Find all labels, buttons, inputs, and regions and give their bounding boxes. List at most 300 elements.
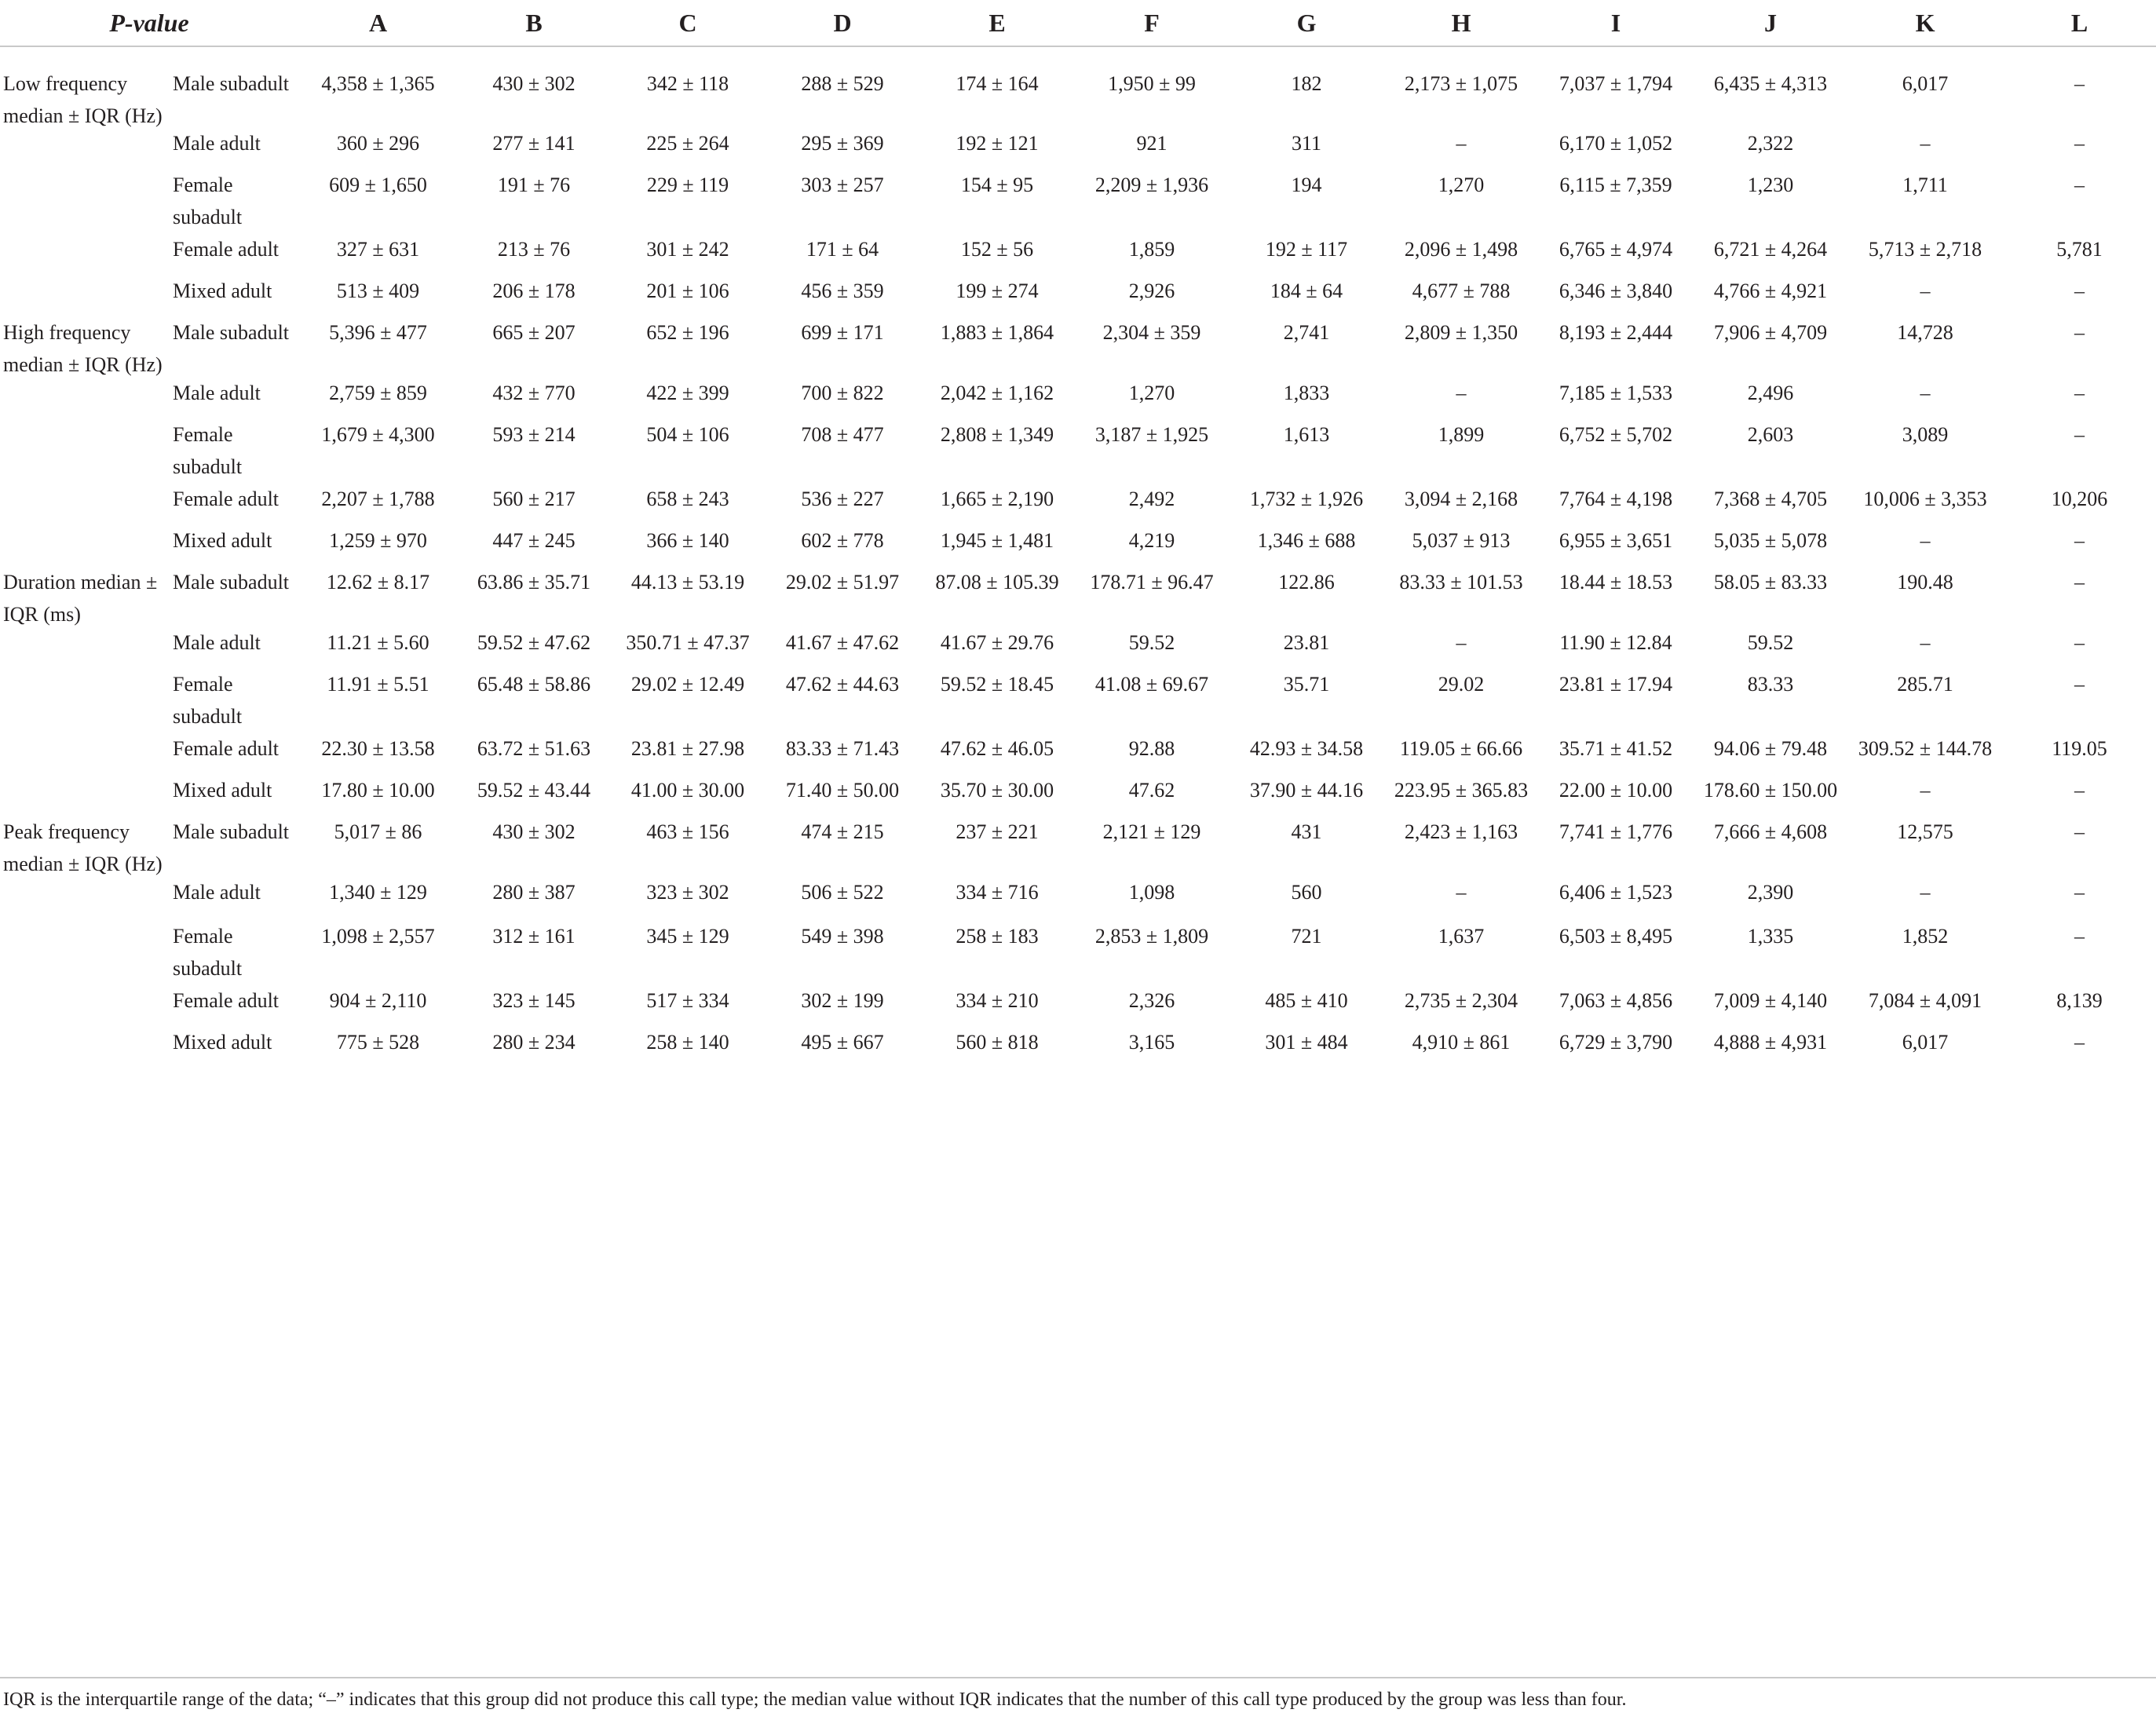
value-cell: 1,950 ± 99 <box>1108 72 1196 95</box>
value-cell: – <box>2074 423 2085 446</box>
value-cell: 87.08 ± 105.39 <box>935 571 1059 594</box>
group-label: Male subadult <box>173 321 290 344</box>
value-cell: 302 ± 199 <box>801 989 884 1012</box>
value-cell: – <box>2074 279 2085 302</box>
group-label: Mixed adult <box>173 1031 272 1054</box>
value-cell: 63.86 ± 35.71 <box>477 571 591 594</box>
value-cell: 58.05 ± 83.33 <box>1713 571 1828 594</box>
column-header: A <box>298 0 458 46</box>
value-cell: 5,035 ± 5,078 <box>1713 529 1828 552</box>
table-row <box>0 233 2156 275</box>
value-cell: 904 ± 2,110 <box>329 989 427 1012</box>
value-cell: – <box>1456 382 1467 404</box>
value-cell: 22.00 ± 10.00 <box>1559 779 1673 802</box>
column-header: E <box>919 0 1075 46</box>
table-row <box>0 732 2156 774</box>
column-header: H <box>1384 0 1538 46</box>
value-cell: 199 ± 274 <box>956 279 1039 302</box>
group-label: Male adult <box>173 631 261 654</box>
value-cell: 658 ± 243 <box>646 488 729 510</box>
value-cell: 2,042 ± 1,162 <box>940 382 1054 404</box>
value-cell: 2,603 <box>1747 423 1794 446</box>
value-cell: 6,017 <box>1902 1031 1949 1054</box>
value-cell: 1,859 <box>1128 238 1175 261</box>
value-cell: 3,094 ± 2,168 <box>1404 488 1518 510</box>
value-cell: 59.52 ± 47.62 <box>477 631 591 654</box>
column-header: G <box>1229 0 1384 46</box>
value-cell: 6,729 ± 3,790 <box>1559 1031 1673 1054</box>
value-cell: 178.60 ± 150.00 <box>1703 779 1838 802</box>
value-cell: 83.33 ± 71.43 <box>785 737 900 760</box>
column-header: B <box>458 0 610 46</box>
value-cell: 5,396 ± 477 <box>329 321 427 344</box>
value-cell: 560 ± 818 <box>956 1031 1039 1054</box>
value-cell: 430 ± 302 <box>492 72 576 95</box>
value-cell: 474 ± 215 <box>801 820 884 843</box>
value-cell: 6,435 ± 4,313 <box>1713 72 1828 95</box>
table-footnote: IQR is the interquartile range of the data; “–” indicates that this group did not produce this call type; the median value without IQR indicates that the number of this call type produced by the group was less than four. <box>0 1677 2156 1711</box>
value-cell: 23.81 <box>1283 631 1330 654</box>
value-cell: 83.33 <box>1747 673 1794 696</box>
value-cell: 4,358 ± 1,365 <box>321 72 435 95</box>
value-cell: 7,009 ± 4,140 <box>1713 989 1828 1012</box>
value-cell: 4,219 <box>1128 529 1175 552</box>
value-cell: 22.30 ± 13.58 <box>321 737 435 760</box>
group-label: Male adult <box>173 132 261 155</box>
value-cell: 1,270 <box>1128 382 1175 404</box>
value-cell: 3,089 <box>1902 423 1949 446</box>
value-cell: 311 <box>1291 132 1322 155</box>
value-cell: 7,084 ± 4,091 <box>1868 989 1982 1012</box>
value-cell: 1,852 <box>1902 925 1949 948</box>
value-cell: 295 ± 369 <box>801 132 884 155</box>
value-cell: 6,406 ± 1,523 <box>1559 881 1673 904</box>
value-cell: 1,665 ± 2,190 <box>940 488 1054 510</box>
value-cell: 609 ± 1,650 <box>329 173 427 196</box>
value-cell: 213 ± 76 <box>497 238 571 261</box>
value-cell: 5,017 ± 86 <box>334 820 422 843</box>
column-header: C <box>610 0 766 46</box>
value-cell: 3,187 ± 1,925 <box>1094 423 1209 446</box>
value-cell: 5,713 ± 2,718 <box>1868 238 1982 261</box>
table-row <box>0 876 2156 920</box>
value-cell: 23.81 ± 17.94 <box>1559 673 1673 696</box>
value-cell: 1,613 <box>1283 423 1330 446</box>
value-cell: 258 ± 140 <box>646 1031 729 1054</box>
value-cell: 366 ± 140 <box>646 529 729 552</box>
value-cell: 92.88 <box>1128 737 1175 760</box>
value-cell: 4,766 ± 4,921 <box>1713 279 1828 302</box>
column-header: D <box>766 0 919 46</box>
value-cell: 94.06 ± 79.48 <box>1713 737 1828 760</box>
metric-label: Peak frequency median ± IQR (Hz) <box>3 820 163 875</box>
group-label: Female subadult <box>173 423 243 478</box>
value-cell: 65.48 ± 58.86 <box>477 673 591 696</box>
value-cell: 4,888 ± 4,931 <box>1713 1031 1828 1054</box>
value-cell: 29.02 ± 51.97 <box>785 571 900 594</box>
value-cell: 8,193 ± 2,444 <box>1559 321 1673 344</box>
value-cell: 301 ± 242 <box>646 238 729 261</box>
value-cell: – <box>1920 529 1931 552</box>
table-row <box>0 920 2156 984</box>
group-label: Female adult <box>173 989 280 1012</box>
value-cell: 59.52 <box>1128 631 1175 654</box>
value-cell: 432 ± 770 <box>492 382 576 404</box>
value-cell: 7,185 ± 1,533 <box>1559 382 1673 404</box>
table-row <box>0 169 2156 233</box>
value-cell: 277 ± 141 <box>492 132 576 155</box>
value-cell: – <box>1920 382 1931 404</box>
value-cell: 119.05 <box>2052 737 2107 760</box>
group-label: Mixed adult <box>173 779 272 802</box>
value-cell: 3,165 <box>1128 1031 1175 1054</box>
value-cell: 2,207 ± 1,788 <box>321 488 435 510</box>
value-cell: 456 ± 359 <box>801 279 884 302</box>
group-label: Mixed adult <box>173 529 272 552</box>
value-cell: 11.91 ± 5.51 <box>327 673 429 696</box>
value-cell: 35.71 <box>1283 673 1330 696</box>
column-header: K <box>1847 0 2003 46</box>
value-cell: 2,759 ± 859 <box>329 382 427 404</box>
value-cell: 4,910 ± 861 <box>1412 1031 1511 1054</box>
column-header: L <box>2003 0 2156 46</box>
header-row <box>0 0 2156 46</box>
value-cell: 47.62 <box>1128 779 1175 802</box>
value-cell: 323 ± 302 <box>646 881 729 904</box>
table-row <box>0 984 2156 1026</box>
value-cell: 1,259 ± 970 <box>329 529 427 552</box>
value-cell: 1,637 <box>1438 925 1485 948</box>
value-cell: 2,326 <box>1128 989 1175 1012</box>
value-cell: 6,170 ± 1,052 <box>1559 132 1673 155</box>
value-cell: 174 ± 164 <box>956 72 1039 95</box>
value-cell: 41.08 ± 69.67 <box>1094 673 1209 696</box>
table-row <box>0 626 2156 668</box>
value-cell: – <box>1456 631 1467 654</box>
value-cell: 652 ± 196 <box>646 321 729 344</box>
value-cell: 2,322 <box>1747 132 1794 155</box>
group-label: Female adult <box>173 737 280 760</box>
value-cell: 223.95 ± 365.83 <box>1394 779 1529 802</box>
value-cell: 192 ± 117 <box>1265 238 1348 261</box>
value-cell: 334 ± 210 <box>956 989 1039 1012</box>
value-cell: 10,206 <box>2051 488 2108 510</box>
value-cell: 7,741 ± 1,776 <box>1559 820 1673 843</box>
value-cell: 2,808 ± 1,349 <box>940 423 1054 446</box>
value-cell: 42.93 ± 34.58 <box>1249 737 1364 760</box>
value-cell: 7,906 ± 4,709 <box>1713 321 1828 344</box>
table-row <box>0 46 2156 127</box>
group-label: Male subadult <box>173 571 290 594</box>
value-cell: 303 ± 257 <box>801 173 884 196</box>
table-row <box>0 483 2156 524</box>
value-cell: – <box>1920 881 1931 904</box>
value-cell: – <box>1920 279 1931 302</box>
value-cell: 495 ± 667 <box>801 1031 884 1054</box>
value-cell: 350.71 ± 47.37 <box>626 631 750 654</box>
value-cell: 5,037 ± 913 <box>1412 529 1511 552</box>
value-cell: 485 ± 410 <box>1265 989 1348 1012</box>
value-cell: – <box>2074 1031 2085 1054</box>
value-cell: 1,335 <box>1747 925 1794 948</box>
table-row <box>0 774 2156 816</box>
value-cell: 285.71 <box>1897 673 1953 696</box>
value-cell: 1,679 ± 4,300 <box>321 423 435 446</box>
table-row <box>0 275 2156 316</box>
column-header: I <box>1538 0 1694 46</box>
value-cell: 59.52 <box>1747 631 1794 654</box>
value-cell: 7,666 ± 4,608 <box>1713 820 1828 843</box>
value-cell: 152 ± 56 <box>960 238 1034 261</box>
metric-label: Duration median ± IQR (ms) <box>3 571 158 626</box>
value-cell: 178.71 ± 96.47 <box>1090 571 1214 594</box>
value-cell: 721 <box>1291 925 1322 948</box>
p-value-header: P-value <box>0 0 298 46</box>
value-cell: 1,340 ± 129 <box>329 881 427 904</box>
value-cell: 47.62 ± 46.05 <box>940 737 1054 760</box>
value-cell: 431 <box>1291 820 1322 843</box>
value-cell: 360 ± 296 <box>336 132 420 155</box>
value-cell: 1,098 ± 2,557 <box>321 925 435 948</box>
table-header <box>0 0 2156 46</box>
value-cell: 1,945 ± 1,481 <box>940 529 1054 552</box>
value-cell: 6,503 ± 8,495 <box>1559 925 1673 948</box>
value-cell: 2,173 ± 1,075 <box>1404 72 1518 95</box>
value-cell: 6,017 <box>1902 72 1949 95</box>
value-cell: 18.44 ± 18.53 <box>1559 571 1673 594</box>
value-cell: 8,139 <box>2056 989 2103 1012</box>
metric-label: High frequency median ± IQR (Hz) <box>3 321 163 376</box>
value-cell: – <box>2074 72 2085 95</box>
value-cell: 7,368 ± 4,705 <box>1713 488 1828 510</box>
value-cell: 1,732 ± 1,926 <box>1249 488 1364 510</box>
value-cell: 2,390 <box>1747 881 1794 904</box>
value-cell: 4,677 ± 788 <box>1412 279 1511 302</box>
table-row <box>0 668 2156 732</box>
value-cell: 6,346 ± 3,840 <box>1559 279 1673 302</box>
value-cell: 517 ± 334 <box>646 989 729 1012</box>
value-cell: 6,721 ± 4,264 <box>1713 238 1828 261</box>
value-cell: 7,764 ± 4,198 <box>1559 488 1673 510</box>
value-cell: 184 ± 64 <box>1270 279 1343 302</box>
value-cell: 5,781 <box>2056 238 2103 261</box>
value-cell: – <box>1920 779 1931 802</box>
value-cell: 463 ± 156 <box>646 820 729 843</box>
value-cell: 1,098 <box>1128 881 1175 904</box>
value-cell: – <box>1456 132 1467 155</box>
group-label: Female adult <box>173 488 280 510</box>
value-cell: 447 ± 245 <box>492 529 576 552</box>
value-cell: 41.67 ± 29.76 <box>940 631 1054 654</box>
value-cell: 11.90 ± 12.84 <box>1559 631 1672 654</box>
value-cell: 2,304 ± 359 <box>1102 321 1201 344</box>
value-cell: 41.67 ± 47.62 <box>785 631 900 654</box>
value-cell: 201 ± 106 <box>646 279 729 302</box>
group-label: Female subadult <box>173 925 243 980</box>
group-label: Male adult <box>173 382 261 404</box>
value-cell: 154 ± 95 <box>960 173 1034 196</box>
table-row <box>0 1026 2156 1068</box>
value-cell: 29.02 ± 12.49 <box>630 673 745 696</box>
value-cell: 171 ± 64 <box>806 238 879 261</box>
value-cell: – <box>2074 132 2085 155</box>
table-row <box>0 524 2156 566</box>
value-cell: 2,423 ± 1,163 <box>1404 820 1518 843</box>
value-cell: 345 ± 129 <box>646 925 729 948</box>
table-row <box>0 127 2156 169</box>
value-cell: 6,955 ± 3,651 <box>1559 529 1673 552</box>
value-cell: – <box>1920 631 1931 654</box>
value-cell: 59.52 ± 43.44 <box>477 779 591 802</box>
value-cell: 7,037 ± 1,794 <box>1559 72 1673 95</box>
value-cell: 504 ± 106 <box>646 423 729 446</box>
value-cell: 2,209 ± 1,936 <box>1094 173 1209 196</box>
value-cell: 14,728 <box>1897 321 1953 344</box>
value-cell: 225 ± 264 <box>646 132 729 155</box>
value-cell: 602 ± 778 <box>801 529 884 552</box>
value-cell: 258 ± 183 <box>956 925 1039 948</box>
group-label: Female subadult <box>173 173 243 228</box>
value-cell: – <box>2074 673 2085 696</box>
group-label: Female adult <box>173 238 280 261</box>
value-cell: – <box>1456 881 1467 904</box>
value-cell: 2,809 ± 1,350 <box>1404 321 1518 344</box>
value-cell: 593 ± 214 <box>492 423 576 446</box>
value-cell: – <box>2074 529 2085 552</box>
value-cell: 17.80 ± 10.00 <box>321 779 435 802</box>
value-cell: 12,575 <box>1897 820 1953 843</box>
value-cell: – <box>2074 173 2085 196</box>
value-cell: – <box>2074 820 2085 843</box>
group-label: Male subadult <box>173 820 290 843</box>
value-cell: 1,270 <box>1438 173 1485 196</box>
table-row <box>0 316 2156 377</box>
value-cell: 708 ± 477 <box>801 423 884 446</box>
value-cell: 1,899 <box>1438 423 1485 446</box>
value-cell: 2,741 <box>1283 321 1330 344</box>
value-cell: 2,492 <box>1128 488 1175 510</box>
value-cell: – <box>2074 571 2085 594</box>
value-cell: 12.62 ± 8.17 <box>326 571 430 594</box>
value-cell: 301 ± 484 <box>1265 1031 1348 1054</box>
value-cell: 2,496 <box>1747 382 1794 404</box>
value-cell: 41.00 ± 30.00 <box>630 779 745 802</box>
value-cell: 6,765 ± 4,974 <box>1559 238 1673 261</box>
value-cell: – <box>2074 779 2085 802</box>
value-cell: 323 ± 145 <box>492 989 576 1012</box>
value-cell: 2,096 ± 1,498 <box>1404 238 1518 261</box>
value-cell: 430 ± 302 <box>492 820 576 843</box>
value-cell: 422 ± 399 <box>646 382 729 404</box>
value-cell: 191 ± 76 <box>497 173 571 196</box>
value-cell: 2,121 ± 129 <box>1102 820 1201 843</box>
value-cell: 700 ± 822 <box>801 382 884 404</box>
column-header: F <box>1075 0 1229 46</box>
value-cell: 122.86 <box>1278 571 1335 594</box>
value-cell: 1,883 ± 1,864 <box>940 321 1054 344</box>
value-cell: 35.70 ± 30.00 <box>940 779 1054 802</box>
table-row <box>0 816 2156 876</box>
value-cell: 327 ± 631 <box>336 238 420 261</box>
value-cell: 549 ± 398 <box>801 925 884 948</box>
table-row <box>0 418 2156 483</box>
group-label: Male subadult <box>173 72 290 95</box>
value-cell: 190.48 <box>1897 571 1953 594</box>
value-cell: 63.72 ± 51.63 <box>477 737 591 760</box>
value-cell: 194 <box>1291 173 1322 196</box>
value-cell: 1,711 <box>1902 173 1948 196</box>
value-cell: – <box>2074 631 2085 654</box>
value-cell: – <box>2074 881 2085 904</box>
value-cell: 2,853 ± 1,809 <box>1094 925 1209 948</box>
column-header: J <box>1694 0 1847 46</box>
value-cell: 288 ± 529 <box>801 72 884 95</box>
table-row <box>0 377 2156 418</box>
value-cell: 6,752 ± 5,702 <box>1559 423 1673 446</box>
value-cell: – <box>1920 132 1931 155</box>
value-cell: 1,346 ± 688 <box>1257 529 1356 552</box>
value-cell: 280 ± 387 <box>492 881 576 904</box>
value-cell: 309.52 ± 144.78 <box>1858 737 1993 760</box>
value-cell: 44.13 ± 53.19 <box>630 571 745 594</box>
value-cell: 1,230 <box>1747 173 1794 196</box>
group-label: Mixed adult <box>173 279 272 302</box>
value-cell: 47.62 ± 44.63 <box>785 673 900 696</box>
value-cell: 2,735 ± 2,304 <box>1404 989 1518 1012</box>
value-cell: 506 ± 522 <box>801 881 884 904</box>
value-cell: 280 ± 234 <box>492 1031 576 1054</box>
value-cell: 312 ± 161 <box>492 925 576 948</box>
metric-label: Low frequency median ± IQR (Hz) <box>3 72 163 127</box>
value-cell: – <box>2074 925 2085 948</box>
group-label: Male adult <box>173 881 261 904</box>
value-cell: 560 <box>1291 881 1322 904</box>
value-cell: 6,115 ± 7,359 <box>1559 173 1672 196</box>
value-cell: 37.90 ± 44.16 <box>1249 779 1364 802</box>
value-cell: 2,926 <box>1128 279 1175 302</box>
group-label: Female subadult <box>173 673 243 728</box>
value-cell: 699 ± 171 <box>801 321 884 344</box>
value-cell: 11.21 ± 5.60 <box>327 631 429 654</box>
value-cell: 513 ± 409 <box>336 279 420 302</box>
value-cell: 59.52 ± 18.45 <box>940 673 1054 696</box>
value-cell: 83.33 ± 101.53 <box>1399 571 1523 594</box>
value-cell: 237 ± 221 <box>956 820 1039 843</box>
table-row <box>0 566 2156 626</box>
value-cell: 182 <box>1291 72 1322 95</box>
value-cell: 921 <box>1136 132 1168 155</box>
value-cell: 206 ± 178 <box>492 279 576 302</box>
value-cell: 334 ± 716 <box>956 881 1039 904</box>
value-cell: 29.02 <box>1438 673 1485 696</box>
value-cell: 229 ± 119 <box>646 173 729 196</box>
value-cell: 10,006 ± 3,353 <box>1863 488 1987 510</box>
value-cell: 536 ± 227 <box>801 488 884 510</box>
table-body <box>0 46 2156 1068</box>
value-cell: 665 ± 207 <box>492 321 576 344</box>
value-cell: 192 ± 121 <box>956 132 1039 155</box>
value-cell: 7,063 ± 4,856 <box>1559 989 1673 1012</box>
value-cell: 35.71 ± 41.52 <box>1559 737 1673 760</box>
value-cell: 23.81 ± 27.98 <box>630 737 745 760</box>
value-cell: 71.40 ± 50.00 <box>785 779 900 802</box>
value-cell: 560 ± 217 <box>492 488 576 510</box>
value-cell: 1,833 <box>1283 382 1330 404</box>
value-cell: 342 ± 118 <box>646 72 729 95</box>
value-cell: 775 ± 528 <box>336 1031 420 1054</box>
value-cell: – <box>2074 321 2085 344</box>
value-cell: 119.05 ± 66.66 <box>1399 737 1523 760</box>
